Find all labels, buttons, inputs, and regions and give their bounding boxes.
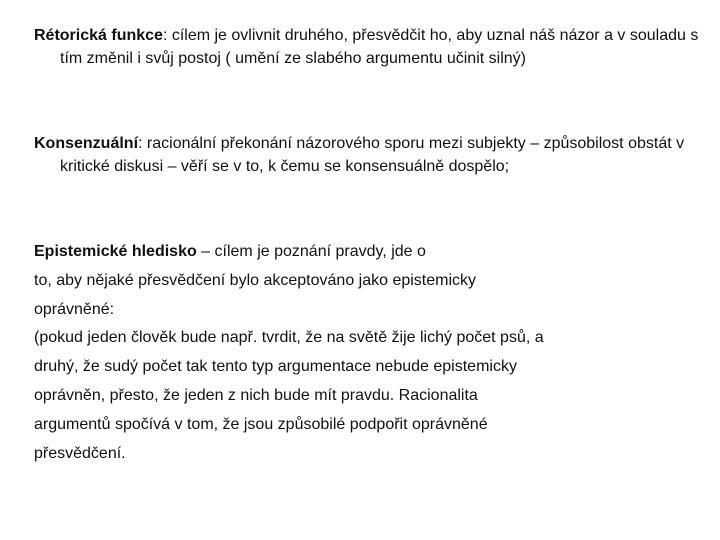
epistemic-line: to, aby nějaké přesvědčení bylo akceptováno jako epistemicky <box>34 271 477 289</box>
epistemic-line: druhý, že sudý počet tak tento typ argumentace nebude epistemicky <box>34 358 517 376</box>
consensual-term: Konsenzuální <box>34 135 139 152</box>
epistemic-line: oprávněn, přesto, že jeden z nich bude mít pravdu. Racionalita <box>34 386 478 404</box>
consensual-paragraph <box>34 132 710 178</box>
epistemic-line <box>34 238 674 267</box>
consensual-text: : racionální překonání názorového sporu mezi subjekty – způsobilost obstát v kritické diskusi – věří se v to, k čemu se konsensuálně dospělo; <box>60 135 685 175</box>
rhetorical-function-paragraph <box>34 24 710 70</box>
rhetorical-function-text: : cílem je ovlivnit druhého, přesvědčit ho, aby uznal náš názor a v souladu s tím změnil i svůj postoj ( umění ze slabého argumentu učinit silný) <box>60 27 699 67</box>
rhetorical-function-term: Rétorická funkce <box>34 27 163 44</box>
epistemic-line: oprávněné: <box>34 300 115 318</box>
epistemic-paragraph <box>34 238 674 468</box>
epistemic-line-text: – cílem je poznání pravdy, jde o <box>196 243 426 260</box>
epistemic-line: (pokud jeden člověk bude např. tvrdit, že na světě žije lichý počet psů, a <box>34 329 544 347</box>
epistemic-line: argumentů spočívá v tom, že jsou způsobilé podpořit oprávněné <box>34 415 488 433</box>
epistemic-term: Epistemické hledisko <box>34 243 197 260</box>
epistemic-line: přesvědčení. <box>34 444 126 462</box>
